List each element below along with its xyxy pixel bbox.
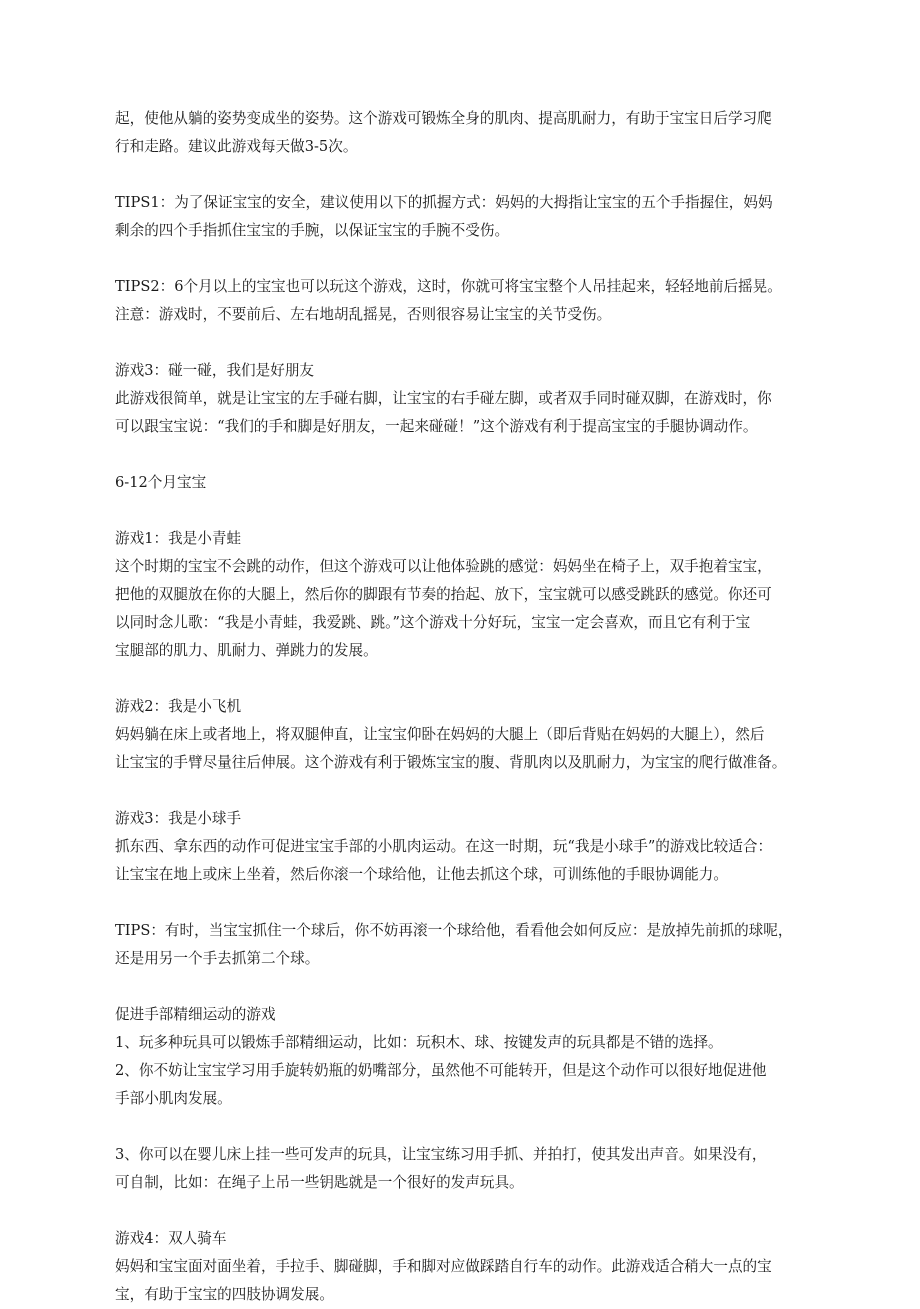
paragraph-gap: [115, 245, 815, 273]
text-line: 以同时念儿歌：“我是小青蛙，我爱跳、跳。”这个游戏十分好玩，宝宝一定会喜欢，而且它有利于宝: [115, 614, 751, 631]
text-line: 手部小肌肉发展。: [115, 1090, 232, 1107]
paragraph-gap: [115, 973, 815, 1001]
paragraph-gap: [115, 889, 815, 917]
text-line: 宝，有助于宝宝的四肢协调发展。: [115, 1286, 334, 1303]
age-heading: 6-12个月宝宝: [115, 474, 207, 491]
text-line: 宝腿部的肌力、肌耐力、弹跳力的发展。: [115, 642, 378, 659]
text-line: 可自制，比如：在绳子上吊一些钥匙就是一个很好的发声玩具。: [115, 1174, 524, 1191]
text-line: 行和走路。建议此游戏每天做3-5次。: [115, 138, 358, 155]
text-line: 让宝宝的手臂尽量往后伸展。这个游戏有利于锻炼宝宝的腹、背肌肉以及肌耐力，为宝宝的爬行做准备。: [115, 754, 787, 771]
tips-paragraph: [115, 917, 815, 973]
text-line: 妈妈躺在床上或者地上，将双腿伸直，让宝宝仰卧在妈妈的大腿上（即后背贴在妈妈的大腿上），然后: [115, 726, 765, 743]
section-heading: 游戏2：我是小飞机: [115, 698, 242, 715]
paragraph-gap: [115, 329, 815, 357]
text-line: TIPS：有时，当宝宝抓住一个球后，你不妨再滚一个球给他，看看他会如何反应：是放掉先前抓的球呢，: [115, 922, 793, 939]
text-line: TIPS1：为了保证宝宝的安全，建议使用以下的抓握方式：妈妈的大拇指让宝宝的五个手指握住，妈妈: [115, 194, 773, 211]
section-heading: 游戏4：双人骑车: [115, 1230, 227, 1247]
tips-paragraph: [115, 189, 815, 245]
game-section: [115, 693, 815, 777]
paragraph: [115, 105, 815, 161]
paragraph-gap: [115, 1113, 815, 1141]
text-line: 可以跟宝宝说：“我们的手和脚是好朋友，一起来碰碰！”这个游戏有利于提高宝宝的手腿协调动作。: [115, 418, 758, 435]
section-heading: 游戏1：我是小青蛙: [115, 530, 242, 547]
text-line: 此游戏很简单，就是让宝宝的左手碰右脚，让宝宝的右手碰左脚，或者双手同时碰双脚，在游戏时，你: [115, 390, 772, 407]
text-line: 起，使他从躺的姿势变成坐的姿势。这个游戏可锻炼全身的肌肉、提高肌耐力，有助于宝宝日后学习爬: [115, 110, 772, 127]
text-line: 把他的双腿放在你的大腿上，然后你的脚跟有节奏的抬起、放下，宝宝就可以感受跳跃的感觉。你还可: [115, 586, 772, 603]
fine-motor-section: [115, 1001, 815, 1113]
text-line: 还是用另一个手去抓第二个球。: [115, 950, 320, 967]
game-section: [115, 805, 815, 889]
text-line: 抓东西、拿东西的动作可促进宝宝手部的小肌肉运动。在这一时期，玩“我是小球手”的游戏比较适合：: [115, 838, 773, 855]
text-line: 3、你可以在婴儿床上挂一些可发声的玩具，让宝宝练习用手抓、并拍打，使其发出声音。如果没有，: [115, 1146, 767, 1163]
list-item-paragraph: [115, 1141, 815, 1197]
section-heading: 游戏3：我是小球手: [115, 810, 242, 827]
tips-paragraph: [115, 273, 815, 329]
text-line: 1、玩多种玩具可以锻炼手部精细运动，比如：玩积木、球、按键发声的玩具都是不错的选择。: [115, 1034, 723, 1051]
text-line: 2、你不妨让宝宝学习用手旋转奶瓶的奶嘴部分，虽然他不可能转开，但是这个动作可以很好地促进他: [115, 1062, 767, 1079]
game-section: [115, 525, 815, 665]
age-heading-block: [115, 469, 815, 497]
paragraph-gap: [115, 777, 815, 805]
paragraph-gap: [115, 665, 815, 693]
document-body: [115, 105, 815, 1309]
text-line: 妈妈和宝宝面对面坐着，手拉手、脚碰脚，手和脚对应做踩踏自行车的动作。此游戏适合稍大一点的宝: [115, 1258, 772, 1275]
section-heading: 促进手部精细运动的游戏: [115, 1006, 276, 1023]
text-line: 注意：游戏时，不要前后、左右地胡乱摇晃，否则很容易让宝宝的关节受伤。: [115, 306, 612, 323]
paragraph-gap: [115, 161, 815, 189]
text-line: 这个时期的宝宝不会跳的动作，但这个游戏可以让他体验跳的感觉：妈妈坐在椅子上，双手抱着宝宝，: [115, 558, 772, 575]
game-section: [115, 1225, 815, 1309]
section-heading: 游戏3：碰一碰，我们是好朋友: [115, 362, 315, 379]
text-line: 让宝宝在地上或床上坐着，然后你滚一个球给他，让他去抓这个球，可训练他的手眼协调能力。: [115, 866, 728, 883]
paragraph-gap: [115, 1197, 815, 1225]
text-line: TIPS2：6个月以上的宝宝也可以玩这个游戏，这时，你就可将宝宝整个人吊挂起来，轻轻地前后摇晃。: [115, 278, 782, 295]
game-section: [115, 357, 815, 441]
paragraph-gap: [115, 497, 815, 525]
text-line: 剩余的四个手指抓住宝宝的手腕，以保证宝宝的手腕不受伤。: [115, 222, 510, 239]
paragraph-gap: [115, 441, 815, 469]
